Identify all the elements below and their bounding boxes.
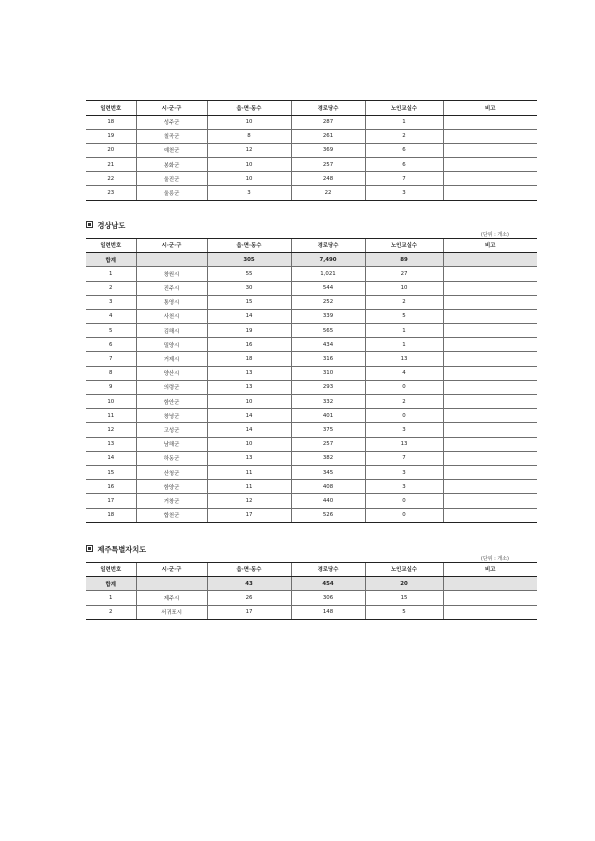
senior-center-count-cell: 434 [291, 338, 365, 352]
senior-class-count-cell: 5 [365, 605, 443, 619]
remarks-cell [443, 380, 537, 394]
senior-center-count-cell: 454 [291, 577, 365, 591]
table-row [86, 480, 537, 494]
table-row [86, 395, 537, 409]
dong-count-cell: 10 [207, 115, 291, 129]
district-cell: 남해군 [136, 437, 207, 451]
column-header-senior-class-count: 노인교실수 [365, 101, 443, 116]
section-title-text: 제주특별자치도 [97, 544, 147, 554]
column-header-senior-center-count: 경로당수 [291, 562, 365, 577]
senior-class-count-cell: 1 [365, 115, 443, 129]
senior-class-count-cell: 20 [365, 577, 443, 591]
district-cell: 함양군 [136, 480, 207, 494]
senior-class-count-cell: 3 [365, 465, 443, 479]
serial-cell: 12 [86, 423, 136, 437]
table-row [86, 295, 537, 309]
district-cell: 제주시 [136, 591, 207, 605]
dong-count-cell: 8 [207, 129, 291, 143]
serial-cell: 7 [86, 352, 136, 366]
dong-count-cell: 11 [207, 465, 291, 479]
senior-class-count-cell: 89 [365, 253, 443, 267]
serial-cell: 14 [86, 451, 136, 465]
senior-center-count-cell: 306 [291, 591, 365, 605]
district-cell: 칠곡군 [136, 129, 207, 143]
senior-center-count-cell: 339 [291, 309, 365, 323]
senior-center-count-cell: 1,021 [291, 267, 365, 281]
column-header-senior-class-count: 노인교실수 [365, 238, 443, 253]
table-row [86, 605, 537, 619]
district-cell: 예천군 [136, 143, 207, 157]
senior-class-count-cell: 2 [365, 395, 443, 409]
section-header [86, 221, 537, 238]
remarks-cell [443, 186, 537, 200]
column-header-serial: 일련번호 [86, 562, 136, 577]
senior-center-count-cell: 293 [291, 380, 365, 394]
senior-center-count-cell: 369 [291, 143, 365, 157]
table-row [86, 352, 537, 366]
serial-cell: 1 [86, 267, 136, 281]
district-cell: 진주시 [136, 281, 207, 295]
dong-count-cell: 10 [207, 158, 291, 172]
table-jeju [86, 562, 537, 620]
serial-cell: 17 [86, 494, 136, 508]
remarks-cell [443, 451, 537, 465]
column-header-remarks: 비고 [443, 238, 537, 253]
senior-center-count-cell: 257 [291, 437, 365, 451]
remarks-cell [443, 480, 537, 494]
remarks-cell [443, 158, 537, 172]
column-header-dong-count: 읍·면·동수 [207, 238, 291, 253]
table-row [86, 508, 537, 522]
table-row [86, 494, 537, 508]
document-page [86, 100, 537, 620]
district-cell: 밀양시 [136, 338, 207, 352]
serial-cell: 16 [86, 480, 136, 494]
district-cell: 거창군 [136, 494, 207, 508]
serial-cell: 2 [86, 281, 136, 295]
senior-class-count-cell: 0 [365, 380, 443, 394]
senior-class-count-cell: 5 [365, 309, 443, 323]
column-header-serial: 일련번호 [86, 101, 136, 116]
serial-cell: 18 [86, 508, 136, 522]
square-bullet-icon [86, 221, 93, 228]
senior-class-count-cell: 6 [365, 143, 443, 157]
remarks-cell [443, 115, 537, 129]
district-cell: 양산시 [136, 366, 207, 380]
remarks-cell [443, 465, 537, 479]
section-title-text: 경상남도 [97, 220, 126, 230]
senior-center-count-cell: 257 [291, 158, 365, 172]
senior-class-count-cell: 10 [365, 281, 443, 295]
district-cell: 통영시 [136, 295, 207, 309]
column-header-remarks: 비고 [443, 101, 537, 116]
serial-cell: 8 [86, 366, 136, 380]
dong-count-cell: 16 [207, 338, 291, 352]
dong-count-cell: 15 [207, 295, 291, 309]
dong-count-cell: 14 [207, 409, 291, 423]
senior-class-count-cell: 3 [365, 480, 443, 494]
table-row [86, 172, 537, 186]
column-header-dong-count: 읍·면·동수 [207, 562, 291, 577]
dong-count-cell: 10 [207, 437, 291, 451]
senior-center-count-cell: 565 [291, 324, 365, 338]
table-row [86, 129, 537, 143]
section-title [86, 221, 125, 231]
remarks-cell [443, 591, 537, 605]
remarks-cell [443, 324, 537, 338]
district-cell: 합천군 [136, 508, 207, 522]
remarks-cell [443, 172, 537, 186]
section-title [86, 545, 146, 555]
senior-class-count-cell: 15 [365, 591, 443, 605]
serial-cell: 20 [86, 143, 136, 157]
district-cell: 산청군 [136, 465, 207, 479]
senior-class-count-cell: 1 [365, 324, 443, 338]
district-cell: 성주군 [136, 115, 207, 129]
senior-class-count-cell: 2 [365, 295, 443, 309]
table-row [86, 267, 537, 281]
table-row [86, 281, 537, 295]
remarks-cell [443, 129, 537, 143]
remarks-cell [443, 366, 537, 380]
column-header-remarks: 비고 [443, 562, 537, 577]
senior-center-count-cell: 401 [291, 409, 365, 423]
senior-class-count-cell: 0 [365, 494, 443, 508]
district-cell: 창원시 [136, 267, 207, 281]
senior-class-count-cell: 13 [365, 437, 443, 451]
senior-center-count-cell: 7,490 [291, 253, 365, 267]
dong-count-cell: 305 [207, 253, 291, 267]
serial-cell: 합계 [86, 577, 136, 591]
serial-cell: 15 [86, 465, 136, 479]
district-cell: 서귀포시 [136, 605, 207, 619]
section-header [86, 545, 537, 562]
table-row [86, 324, 537, 338]
dong-count-cell: 3 [207, 186, 291, 200]
senior-center-count-cell: 345 [291, 465, 365, 479]
serial-cell: 합계 [86, 253, 136, 267]
table-row [86, 409, 537, 423]
section-jeju [86, 545, 537, 620]
serial-cell: 4 [86, 309, 136, 323]
total-row [86, 253, 537, 267]
dong-count-cell: 10 [207, 395, 291, 409]
district-cell: 함안군 [136, 395, 207, 409]
district-cell: 봉화군 [136, 158, 207, 172]
senior-class-count-cell: 2 [365, 129, 443, 143]
remarks-cell [443, 605, 537, 619]
serial-cell: 13 [86, 437, 136, 451]
remarks-cell [443, 423, 537, 437]
table-row [86, 338, 537, 352]
remarks-cell [443, 577, 537, 591]
remarks-cell [443, 253, 537, 267]
header-row [86, 562, 537, 577]
table-gyeongbuk-continued [86, 100, 537, 201]
table-row [86, 366, 537, 380]
senior-center-count-cell: 148 [291, 605, 365, 619]
senior-center-count-cell: 248 [291, 172, 365, 186]
remarks-cell [443, 338, 537, 352]
senior-center-count-cell: 252 [291, 295, 365, 309]
column-header-senior-center-count: 경로당수 [291, 101, 365, 116]
dong-count-cell: 13 [207, 366, 291, 380]
district-cell: 의령군 [136, 380, 207, 394]
table-row [86, 186, 537, 200]
senior-class-count-cell: 3 [365, 423, 443, 437]
district-cell: 거제시 [136, 352, 207, 366]
senior-class-count-cell: 4 [365, 366, 443, 380]
dong-count-cell: 18 [207, 352, 291, 366]
senior-center-count-cell: 316 [291, 352, 365, 366]
remarks-cell [443, 309, 537, 323]
serial-cell: 11 [86, 409, 136, 423]
senior-center-count-cell: 408 [291, 480, 365, 494]
serial-cell: 9 [86, 380, 136, 394]
serial-cell: 18 [86, 115, 136, 129]
dong-count-cell: 12 [207, 494, 291, 508]
dong-count-cell: 17 [207, 508, 291, 522]
serial-cell: 10 [86, 395, 136, 409]
remarks-cell [443, 409, 537, 423]
table-row [86, 423, 537, 437]
column-header-district: 시·군·구 [136, 562, 207, 577]
remarks-cell [443, 395, 537, 409]
column-header-district: 시·군·구 [136, 238, 207, 253]
column-header-senior-center-count: 경로당수 [291, 238, 365, 253]
serial-cell: 19 [86, 129, 136, 143]
square-bullet-icon [86, 545, 93, 552]
dong-count-cell: 26 [207, 591, 291, 605]
district-cell: 울릉군 [136, 186, 207, 200]
serial-cell: 2 [86, 605, 136, 619]
column-header-dong-count: 읍·면·동수 [207, 101, 291, 116]
remarks-cell [443, 352, 537, 366]
district-cell: 고성군 [136, 423, 207, 437]
senior-center-count-cell: 375 [291, 423, 365, 437]
dong-count-cell: 30 [207, 281, 291, 295]
dong-count-cell: 55 [207, 267, 291, 281]
table-row [86, 115, 537, 129]
senior-class-count-cell: 1 [365, 338, 443, 352]
table-row [86, 309, 537, 323]
senior-center-count-cell: 287 [291, 115, 365, 129]
column-header-district: 시·군·구 [136, 101, 207, 116]
table-row [86, 437, 537, 451]
total-row [86, 577, 537, 591]
district-cell: 창녕군 [136, 409, 207, 423]
serial-cell: 3 [86, 295, 136, 309]
table-row [86, 158, 537, 172]
serial-cell: 23 [86, 186, 136, 200]
senior-class-count-cell: 3 [365, 186, 443, 200]
table-row [86, 380, 537, 394]
column-header-serial: 일련번호 [86, 238, 136, 253]
serial-cell: 22 [86, 172, 136, 186]
district-cell: 김해시 [136, 324, 207, 338]
dong-count-cell: 11 [207, 480, 291, 494]
senior-center-count-cell: 22 [291, 186, 365, 200]
dong-count-cell: 10 [207, 172, 291, 186]
table-row [86, 465, 537, 479]
serial-cell: 1 [86, 591, 136, 605]
senior-center-count-cell: 544 [291, 281, 365, 295]
section-gyeongnam [86, 221, 537, 523]
column-header-senior-class-count: 노인교실수 [365, 562, 443, 577]
senior-class-count-cell: 27 [365, 267, 443, 281]
dong-count-cell: 13 [207, 380, 291, 394]
district-cell: 울진군 [136, 172, 207, 186]
remarks-cell [443, 508, 537, 522]
senior-center-count-cell: 440 [291, 494, 365, 508]
remarks-cell [443, 295, 537, 309]
district-cell [136, 577, 207, 591]
remarks-cell [443, 494, 537, 508]
serial-cell: 5 [86, 324, 136, 338]
district-cell: 하동군 [136, 451, 207, 465]
unit-label: (단위 : 개소) [480, 231, 509, 238]
header-row [86, 238, 537, 253]
senior-class-count-cell: 13 [365, 352, 443, 366]
dong-count-cell: 14 [207, 309, 291, 323]
header-row [86, 101, 537, 116]
dong-count-cell: 19 [207, 324, 291, 338]
senior-center-count-cell: 382 [291, 451, 365, 465]
remarks-cell [443, 281, 537, 295]
table-gyeongnam [86, 238, 537, 523]
dong-count-cell: 17 [207, 605, 291, 619]
senior-center-count-cell: 332 [291, 395, 365, 409]
dong-count-cell: 43 [207, 577, 291, 591]
senior-center-count-cell: 526 [291, 508, 365, 522]
remarks-cell [443, 437, 537, 451]
senior-class-count-cell: 6 [365, 158, 443, 172]
senior-class-count-cell: 7 [365, 451, 443, 465]
senior-class-count-cell: 0 [365, 409, 443, 423]
district-cell [136, 253, 207, 267]
table-row [86, 143, 537, 157]
serial-cell: 21 [86, 158, 136, 172]
senior-center-count-cell: 310 [291, 366, 365, 380]
table-row [86, 451, 537, 465]
table-row [86, 591, 537, 605]
remarks-cell [443, 267, 537, 281]
senior-class-count-cell: 0 [365, 508, 443, 522]
dong-count-cell: 12 [207, 143, 291, 157]
unit-label: (단위 : 개소) [480, 555, 509, 562]
senior-center-count-cell: 261 [291, 129, 365, 143]
remarks-cell [443, 143, 537, 157]
serial-cell: 6 [86, 338, 136, 352]
senior-class-count-cell: 7 [365, 172, 443, 186]
dong-count-cell: 14 [207, 423, 291, 437]
district-cell: 사천시 [136, 309, 207, 323]
dong-count-cell: 13 [207, 451, 291, 465]
